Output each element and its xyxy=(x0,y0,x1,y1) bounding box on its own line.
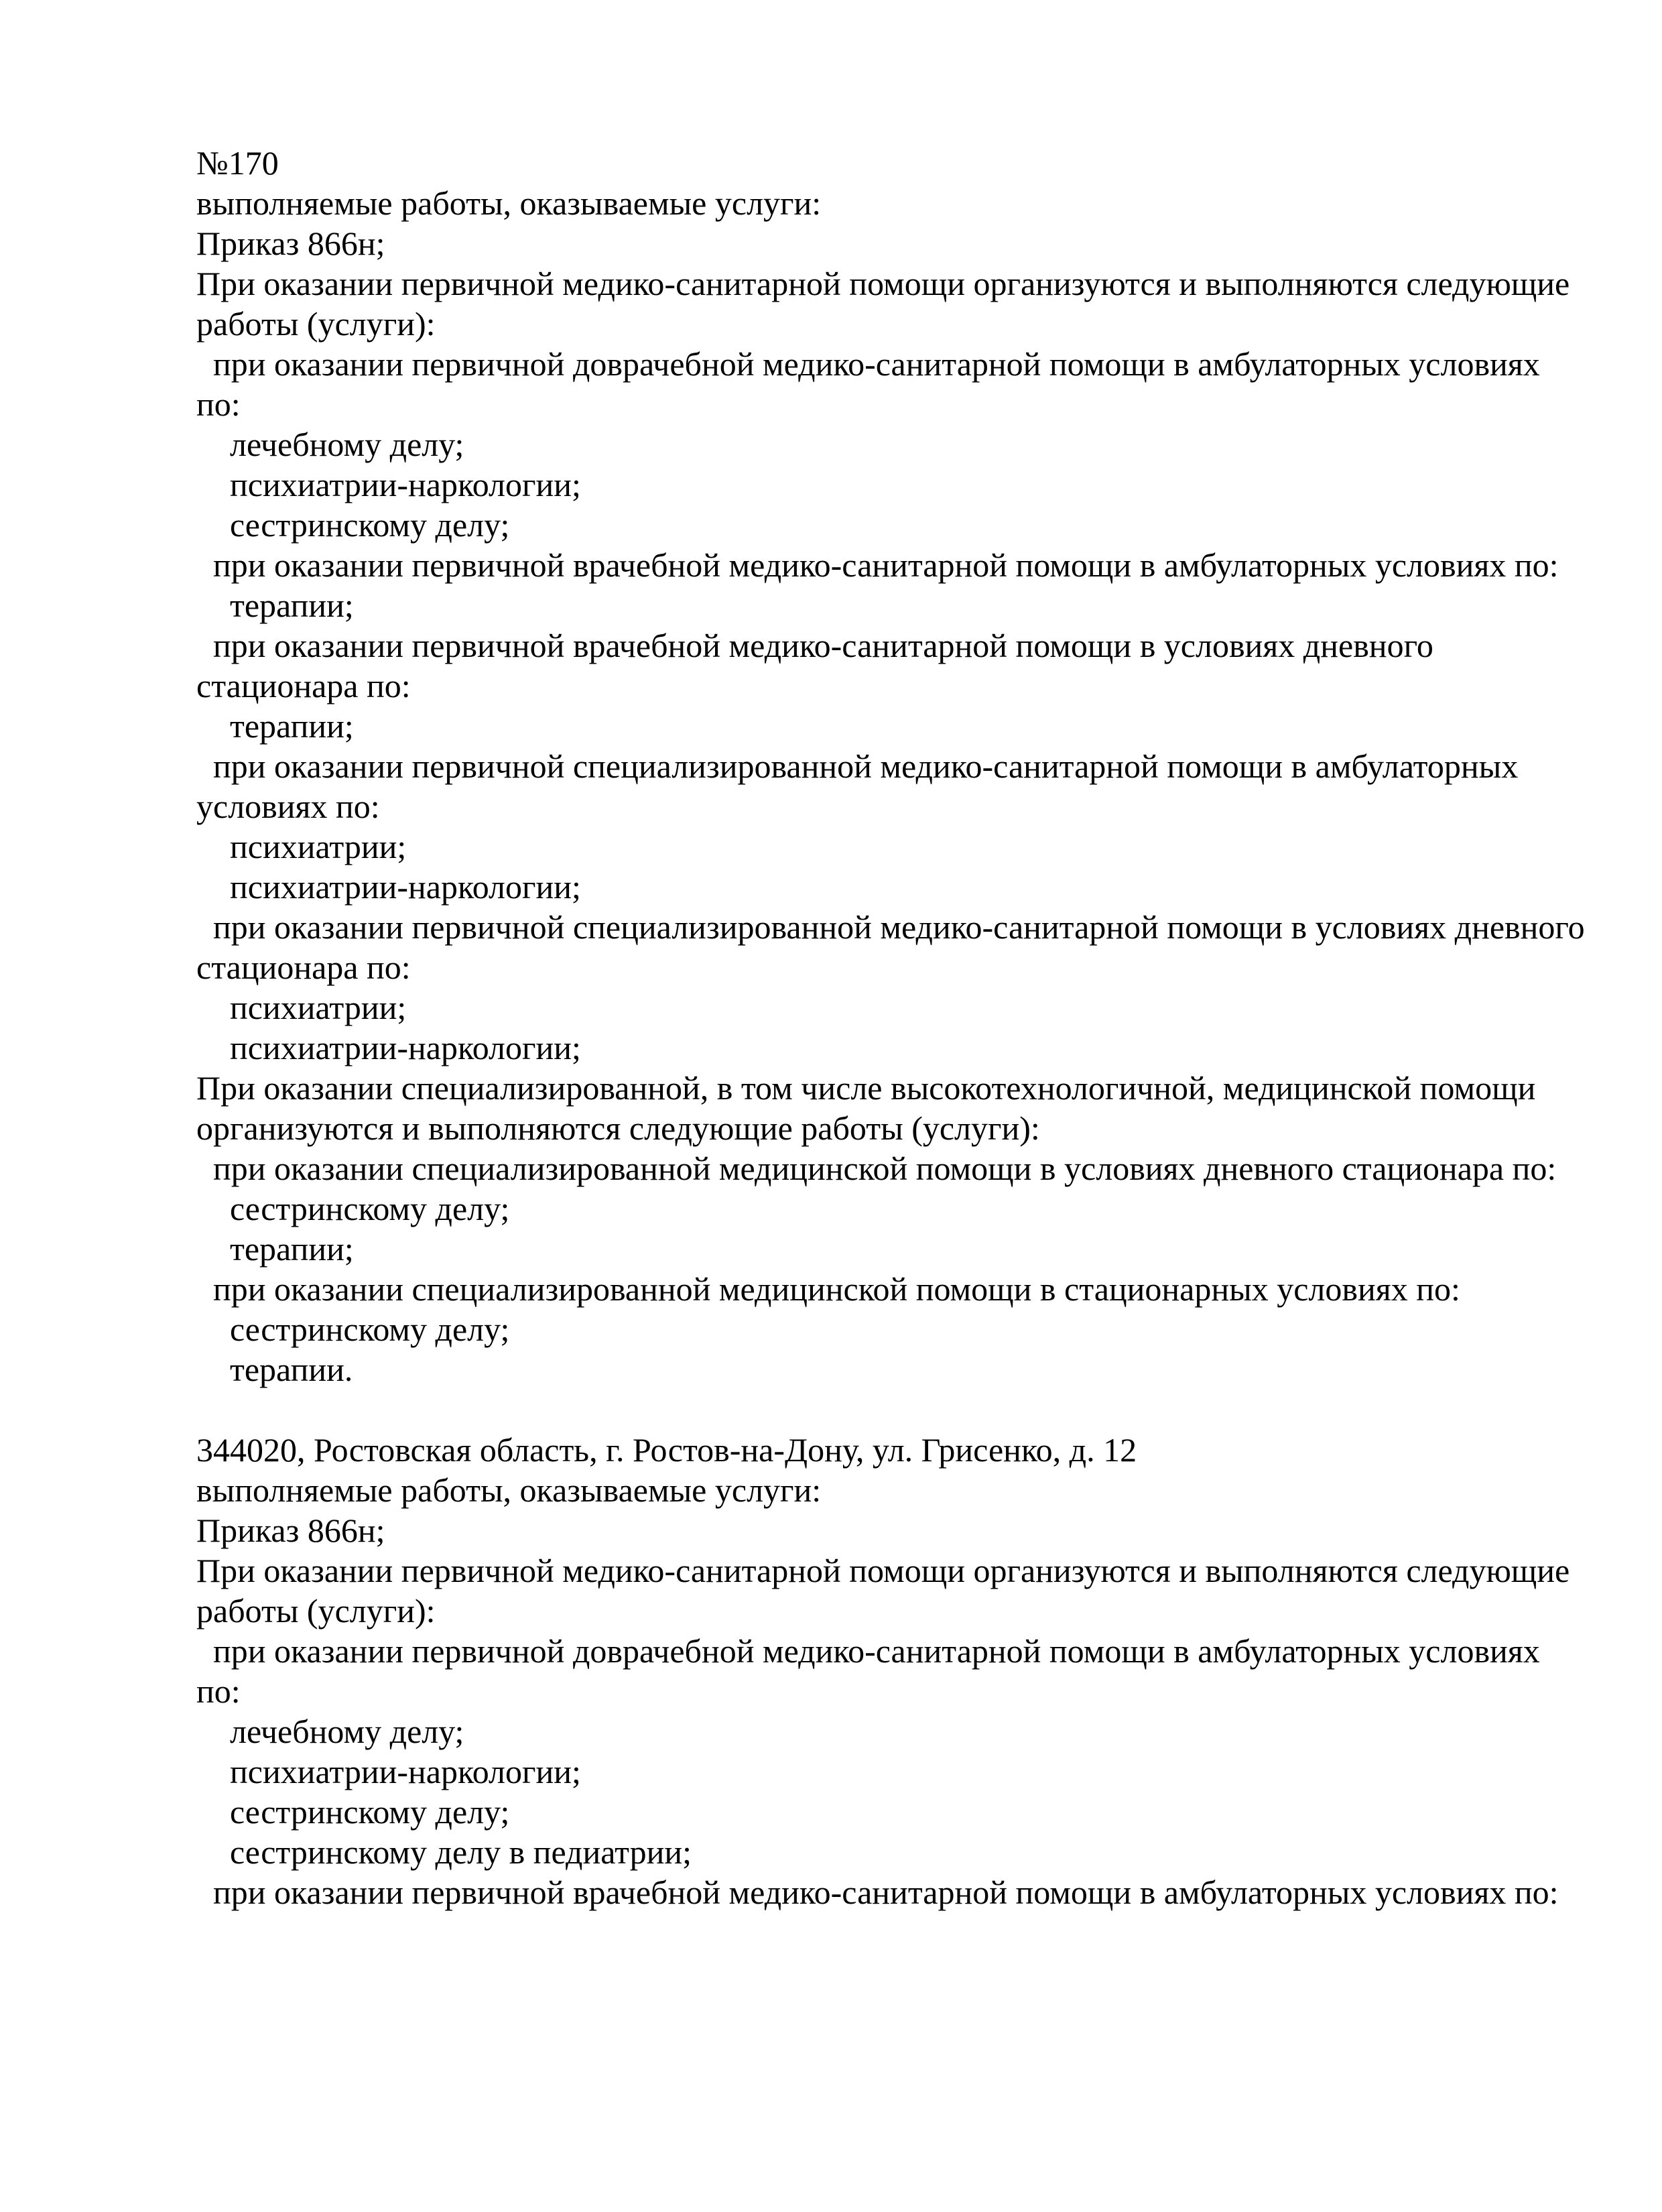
text-line: лечебному делу; xyxy=(196,1713,464,1750)
text-line: При оказании специализированной, в том числе высокотехнологичной, медицинской помощи xyxy=(196,1069,1536,1107)
text-line: При оказании первичной медико-санитарной помощи организуются и выполняются следующие xyxy=(196,265,1570,302)
text-line: выполняемые работы, оказываемые услуги: xyxy=(196,184,822,222)
text-line: работы (услуги): xyxy=(196,305,436,343)
text-line: работы (услуги): xyxy=(196,1592,436,1630)
text-line: 344020, Ростовская область, г. Ростов-на-Дону, ул. Грисенко, д. 12 xyxy=(196,1431,1137,1469)
text-line: Приказ 866н; xyxy=(196,1512,385,1549)
text-line: по: xyxy=(196,1672,241,1710)
text-line: при оказании первичной врачебной медико-санитарной помощи в амбулаторных условиях по: xyxy=(196,1873,1559,1911)
text-line: терапии; xyxy=(196,707,354,745)
text-line: при оказании первичной специализированной медико-санитарной помощи в условиях дневного xyxy=(196,908,1585,946)
text-line: при оказании первичной доврачебной медико-санитарной помощи в амбулаторных условиях xyxy=(196,345,1540,383)
text-line: стационара по: xyxy=(196,667,411,704)
text-line: психиатрии; xyxy=(196,989,407,1026)
text-line: психиатрии-наркологии; xyxy=(196,868,581,906)
text-line: при оказании специализированной медицинской помощи в стационарных условиях по: xyxy=(196,1270,1460,1308)
text-line: При оказании первичной медико-санитарной помощи организуются и выполняются следующие xyxy=(196,1552,1570,1589)
text-line: сестринскому делу; xyxy=(196,1190,510,1227)
text-line: терапии; xyxy=(196,1230,354,1268)
text-line: при оказании первичной доврачебной медико-санитарной помощи в амбулаторных условиях xyxy=(196,1632,1540,1670)
text-line: при оказании первичной специализированной медико-санитарной помощи в амбулаторных xyxy=(196,747,1519,785)
text-line: сестринскому делу; xyxy=(196,506,510,544)
text-line: психиатрии-наркологии; xyxy=(196,466,581,503)
text-line: по: xyxy=(196,385,241,423)
text-line: психиатрии; xyxy=(196,828,407,865)
text-line: №170 xyxy=(196,144,279,182)
text-line: стационара по: xyxy=(196,948,411,986)
text-line: Приказ 866н; xyxy=(196,225,385,262)
text-line: выполняемые работы, оказываемые услуги: xyxy=(196,1471,822,1509)
works-services-text-block xyxy=(196,143,1585,1912)
text-line: при оказании первичной врачебной медико-санитарной помощи в условиях дневного xyxy=(196,627,1433,664)
text-line: при оказании первичной врачебной медико-санитарной помощи в амбулаторных условиях по: xyxy=(196,546,1559,584)
text-line: лечебному делу; xyxy=(196,426,464,463)
text-line: при оказании специализированной медицинской помощи в условиях дневного стационара по: xyxy=(196,1150,1557,1187)
text-line: терапии. xyxy=(196,1351,353,1388)
text-line: сестринскому делу; xyxy=(196,1310,510,1348)
text-line: сестринскому делу; xyxy=(196,1793,510,1831)
text-line: психиатрии-наркологии; xyxy=(196,1029,581,1066)
text-line xyxy=(196,1390,1585,1430)
text-line: организуются и выполняются следующие работы (услуги): xyxy=(196,1109,1040,1147)
text-line: психиатрии-наркологии; xyxy=(196,1753,581,1790)
text-line: терапии; xyxy=(196,587,354,624)
text-line: сестринскому делу в педиатрии; xyxy=(196,1833,692,1871)
text-line: условиях по: xyxy=(196,788,380,825)
